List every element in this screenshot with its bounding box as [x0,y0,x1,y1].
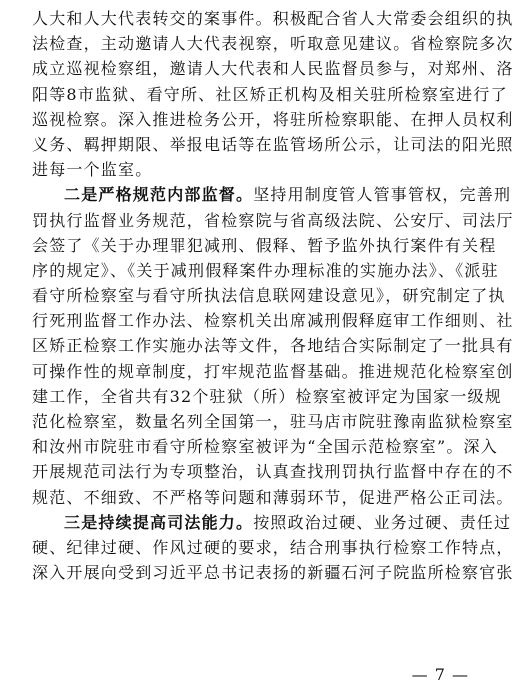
text-line: 开展规范司法行为专项整治，认真查找刑罚执行监督中存在的不 [32,462,514,482]
paragraph-3 [32,510,514,586]
text-line: 巡视检察。深入推进检务公开，将驻所检察职能、在押人员权利 [32,109,514,129]
paragraph-lead: 二是严格规范内部监督。 [64,185,254,205]
paragraph-2 [32,182,514,509]
text-line: 义务、羁押期限、举报电话等在监管场所公示，让司法的阳光照 [32,134,514,154]
paragraph-lead: 三是持续提高司法能力。 [64,512,254,532]
text-line: 进每一个监室。 [32,160,153,180]
text-line: 法检查，主动邀请人大代表视察，听取意见建议。省检察院多次 [32,34,514,54]
text-line [32,182,512,207]
document-page [32,6,514,585]
text-line: 会签了《关于办理罪犯减刑、假释、暂予监外执行案件有关程 [32,235,497,255]
text-line: 罚执行监督业务规范，省检察院与省高级法院、公安厅、司法厅 [32,210,514,230]
text-line: 行死刑监督工作办法、检察机关出席减刑假释庭审工作细则、社 [32,311,514,331]
text-line: 规范、不细致、不严格等问题和薄弱环节，促进严格公正司法。 [32,487,514,507]
text-line: 范化检察室，数量名列全国第一，驻马店市院驻豫南监狱检察室 [32,412,514,431]
text-line: 和汝州市院驻市看守所检察室被评为“全国示范检察室”。深入 [32,437,498,457]
text-line-content: 坚持用制度管人管事管权，完善刑 [253,185,512,205]
text-line: 深入开展向受到习近平总书记表扬的新疆石河子院监所检察官张 [32,563,514,583]
text-line: 序的规定》、《关于减刑假释案件办理标准的实施办法》、《派驻 [32,260,499,280]
text-line: 建工作，全省共有32个驻狱（所）检察室被评定为国家一级规 [32,386,502,406]
text-line: 可操作性的规章制度，打牢规范监督基础。推进规范化检察室创 [32,361,514,381]
text-line: 区矫正检察工作实施办法等文件，各地结合实际制定了一批具有 [32,336,514,356]
text-line: 看守所检察室与看守所执法信息联网建设意见》，研究制定了执 [32,286,506,306]
paragraph-1 [32,6,514,182]
text-line [32,510,512,535]
text-line: 人大和人大代表转交的案事件。积极配合省人大常委会组织的执 [32,9,514,28]
text-line: 阳等8市监狱、看守所、社区矫正机构及相关驻所检察室进行了 [32,84,508,104]
text-line: 成立巡视检察组，邀请人大代表和人民监督员参与，对郑州、洛 [32,59,514,79]
text-line: 硬、纪律过硬、作风过硬的要求，结合刑事执行检察工作特点， [32,537,514,557]
page-number: — 7 — [411,665,469,684]
text-line-content: 按照政治过硬、业务过硬、责任过 [253,512,512,532]
